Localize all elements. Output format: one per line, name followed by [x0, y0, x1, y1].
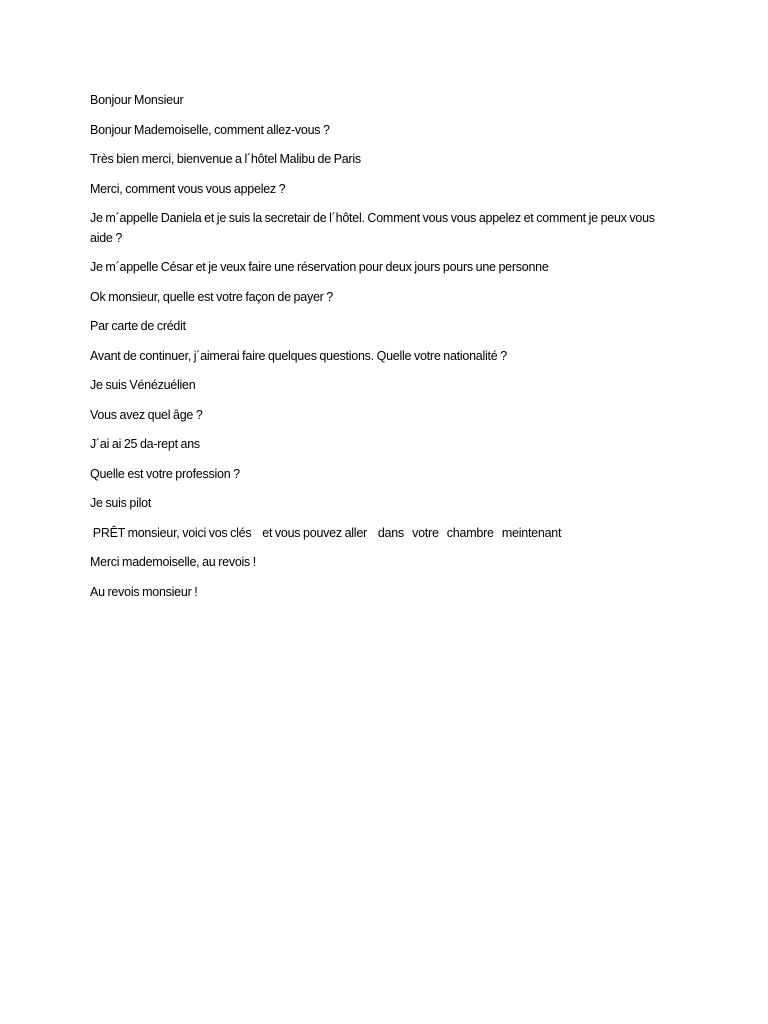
dialogue-line: Avant de continuer, j´aimerai faire quelques questions. Quelle votre nationalité ?	[90, 348, 507, 363]
dialogue-line: J´ai ai 25 da-rept ans	[90, 437, 200, 451]
dialogue-line: Bonjour Mademoiselle, comment allez-vous ?	[90, 122, 330, 137]
dialogue-line: Vous avez quel âge ?	[90, 407, 203, 422]
dialogue-line: Merci, comment vous vous appelez ?	[90, 181, 286, 196]
dialogue-line: Je m´appelle Daniela et je suis la secretair de l´hôtel. Comment vous vous appelez et comment je peux vous aide ?	[90, 211, 658, 245]
dialogue-line: Quelle est votre profession ?	[90, 466, 240, 481]
dialogue-line: Très bien merci, bienvenue a l´hôtel Malibu de Paris	[90, 152, 361, 166]
dialogue-line: Bonjour Monsieur	[90, 93, 184, 107]
dialogue-line: Merci mademoiselle, au revois !	[90, 555, 257, 569]
dialogue-line: Je suis Vénézuélien	[90, 378, 196, 392]
dialogue-line: Ok monsieur, quelle est votre façon de payer ?	[90, 289, 333, 304]
dialogue-line: Au revois monsieur !	[90, 584, 198, 599]
dialogue-line: PRÊT monsieur, voici vos clés et vous pouvez aller dans votre chambre meintenant	[90, 525, 562, 540]
dialogue-text	[90, 91, 680, 612]
dialogue-line: Je m´appelle César et je veux faire une réservation pour deux jours pours une personne	[90, 260, 549, 274]
dialogue-line: Par carte de crédit	[90, 319, 186, 333]
dialogue-line: Je suis pilot	[90, 496, 152, 510]
